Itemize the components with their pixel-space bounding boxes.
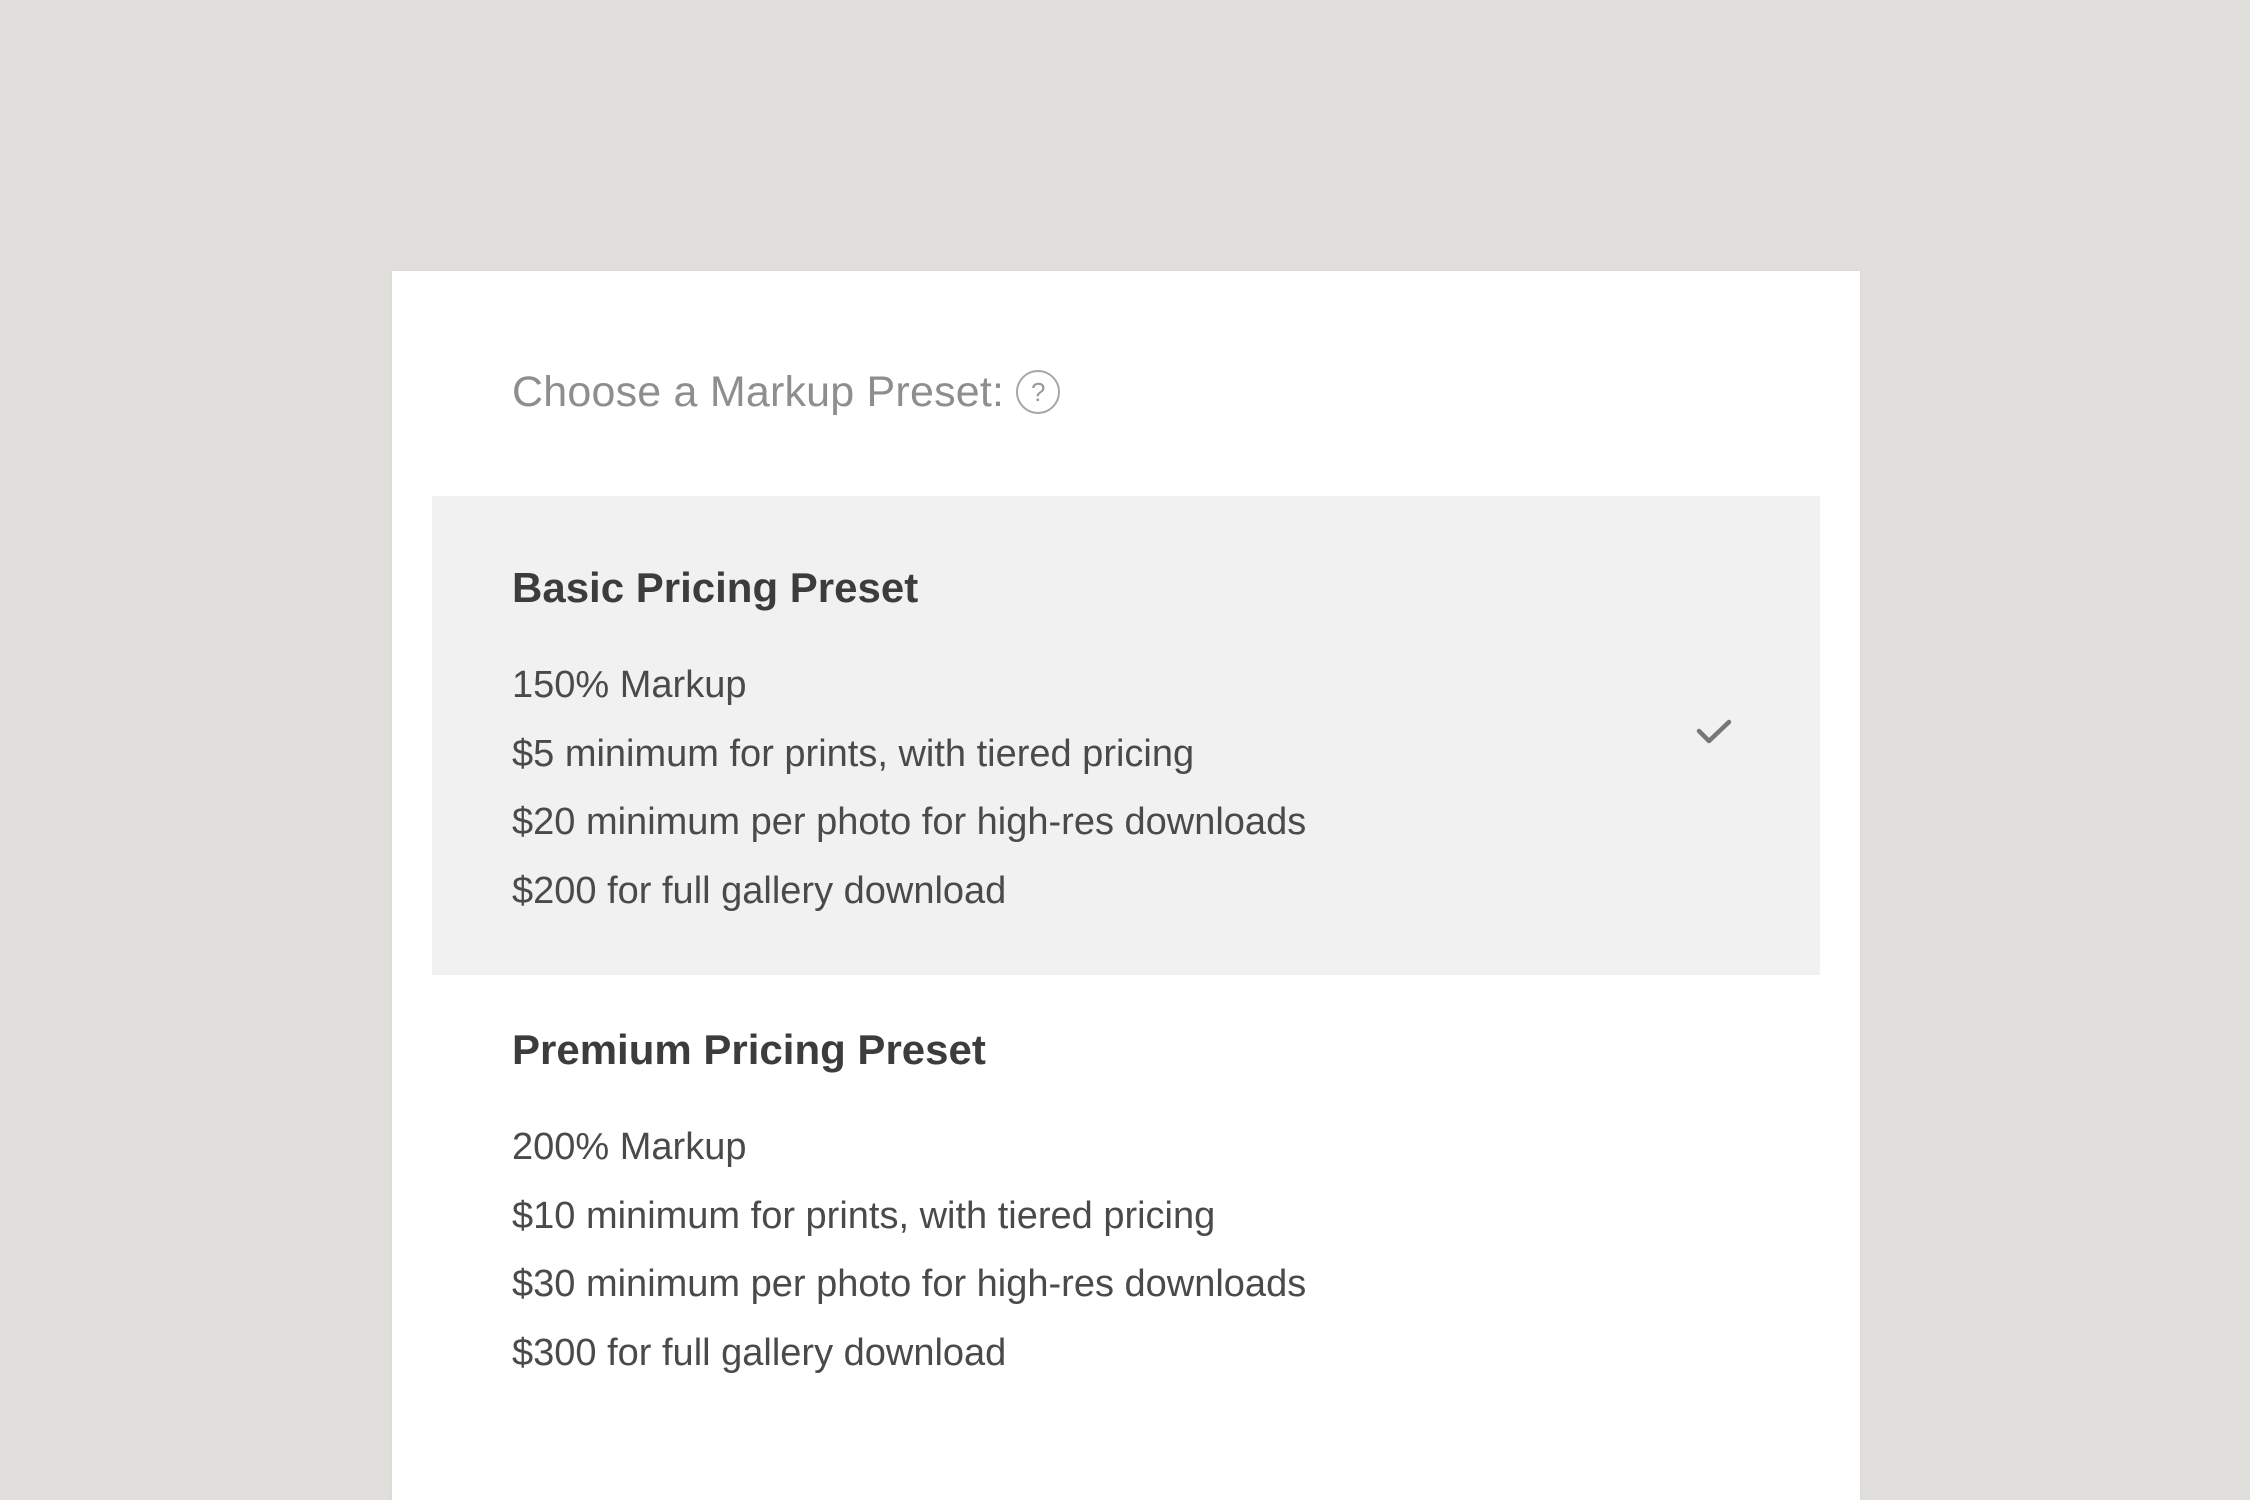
checkmark-icon bbox=[1696, 718, 1732, 746]
preset-details-list bbox=[512, 651, 1306, 925]
preset-detail-downloads: $30 minimum per photo for high-res downloads bbox=[512, 1263, 1307, 1305]
markup-preset-header bbox=[512, 365, 1060, 419]
preset-detail-markup: 150% Markup bbox=[512, 664, 747, 706]
preset-title: Premium Pricing Preset bbox=[512, 1026, 986, 1073]
preset-details-list bbox=[512, 1113, 1306, 1387]
help-circle-icon[interactable]: ? bbox=[1016, 370, 1060, 414]
markup-preset-label: Choose a Markup Preset: bbox=[512, 367, 1005, 416]
preset-option-basic[interactable] bbox=[432, 496, 1820, 975]
preset-detail-prints: $5 minimum for prints, with tiered pricing bbox=[512, 732, 1195, 775]
preset-option-premium[interactable] bbox=[432, 975, 1820, 1435]
preset-detail-prints: $10 minimum for prints, with tiered pricing bbox=[512, 1194, 1216, 1237]
preset-detail-gallery: $200 for full gallery download bbox=[512, 869, 1007, 912]
preset-title: Basic Pricing Preset bbox=[512, 564, 919, 611]
preset-detail-downloads: $20 minimum per photo for high-res downloads bbox=[512, 801, 1307, 843]
markup-preset-card bbox=[392, 271, 1860, 1500]
preset-detail-markup: 200% Markup bbox=[512, 1126, 747, 1168]
preset-detail-gallery: $300 for full gallery download bbox=[512, 1331, 1007, 1374]
